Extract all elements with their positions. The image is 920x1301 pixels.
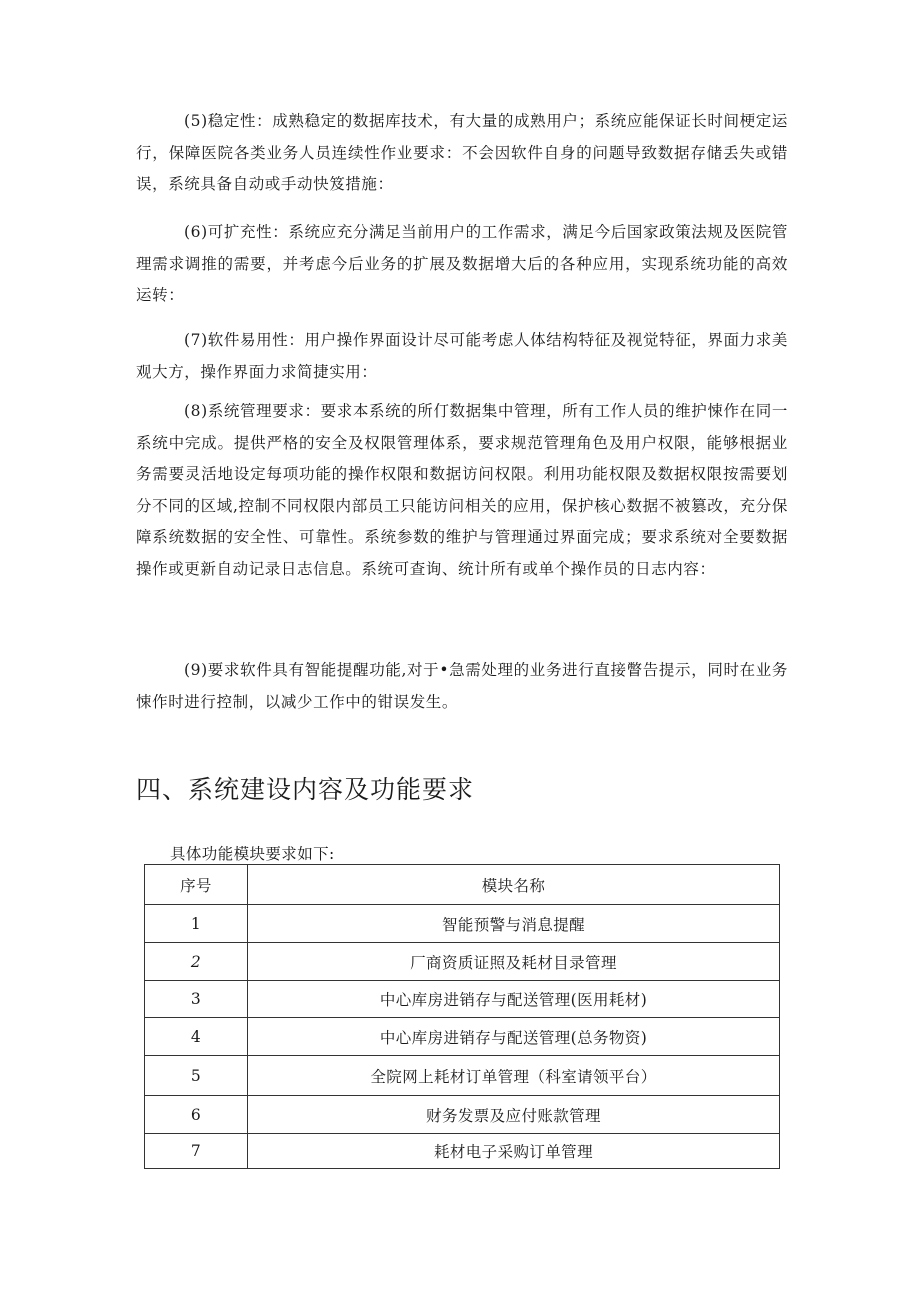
paragraph-smart-reminder: (9)要求软件具有智能提醒功能,对于•急需处理的业务进行直接瞥告提示，同时在业务悚作时进行控制，以减少工作中的钳误发生。 xyxy=(136,661,788,711)
row-module-name: 智能预警与消息提醒 xyxy=(248,905,780,943)
row-module-name: 中心库房进销存与配送管理(医用耗材) xyxy=(248,981,780,1018)
table-intro: 具体功能模块要求如下: xyxy=(170,845,335,863)
table-row xyxy=(145,981,780,1018)
row-number: 4 xyxy=(145,1018,248,1056)
row-module-name: 全院网上耗材订单管理（科室请领平台） xyxy=(248,1056,780,1096)
paragraph-stability: (5)稳定性：成熟稳定的数据库技术，有大量的成熟用户；系统应能保证长时间梗定运行，保障医院各类业务人员连续性作业要求：不会因软件自身的问题导致数据存储丢失或错误，系统具备自动或手动快笈措施： xyxy=(136,112,788,193)
module-table xyxy=(144,864,780,1169)
header-module-name: 模块名称 xyxy=(248,865,780,905)
table-row xyxy=(145,943,780,981)
row-module-name: 财务发票及应付账款管理 xyxy=(248,1096,780,1134)
table-row xyxy=(145,1056,780,1096)
paragraph-system-management: (8)系统管理要求：要求本系统的所仃数据集中管理，所有工作人员的维护悚作在同一系统中完成。提供严格的安全及权限管理体系，要求规范管理角色及用户权限，能够根据业务需要灵活地设定每项功能的操作权限和数据访问权限。利用功能权限及数据权限按需要划分不同的区域,控制不同权限内部员工只能访问相关的应用，保护核心数据不被篡改，充分保障系统数据的安全性、可靠性。系统参数的维护与管理通过界面完成；要求系统对全要数据操作或更新自动记录日志信息。系统可查询、统计所有或单个操作员的日志内容： xyxy=(136,402,788,578)
row-module-name: 耗材电子采购订单管理 xyxy=(248,1134,780,1169)
header-number: 序号 xyxy=(145,865,248,905)
table-row xyxy=(145,1018,780,1056)
row-number: 2 xyxy=(145,943,248,981)
paragraph-usability: (7)软件易用性：用户操作界面设计尽可能考虑人体结构特征及视觉特征，界面力求美观大方，操作界面力求简捷实用： xyxy=(136,331,788,381)
paragraph-extensibility: (6)可扩充性：系统应充分满足当前用户的工作需求，满足今后国家政策法规及医院管理需求调推的需要，并考虑今后业务的扩展及数据增大后的各种应用，实现系统功能的高效运转： xyxy=(136,223,788,304)
row-number: 6 xyxy=(145,1096,248,1134)
row-module-name: 厂商资质证照及耗材目录管理 xyxy=(248,943,780,981)
row-number: 7 xyxy=(145,1134,248,1169)
table-row xyxy=(145,1096,780,1134)
row-number: 3 xyxy=(145,981,248,1018)
row-module-name: 中心库房进销存与配送管理(总务物资) xyxy=(248,1018,780,1056)
row-number: 1 xyxy=(145,905,248,943)
section-heading: 四、系统建设内容及功能要求 xyxy=(136,775,475,804)
table-row xyxy=(145,905,780,943)
table-row xyxy=(145,1134,780,1169)
row-number: 5 xyxy=(145,1056,248,1096)
table-header-row xyxy=(145,865,780,905)
